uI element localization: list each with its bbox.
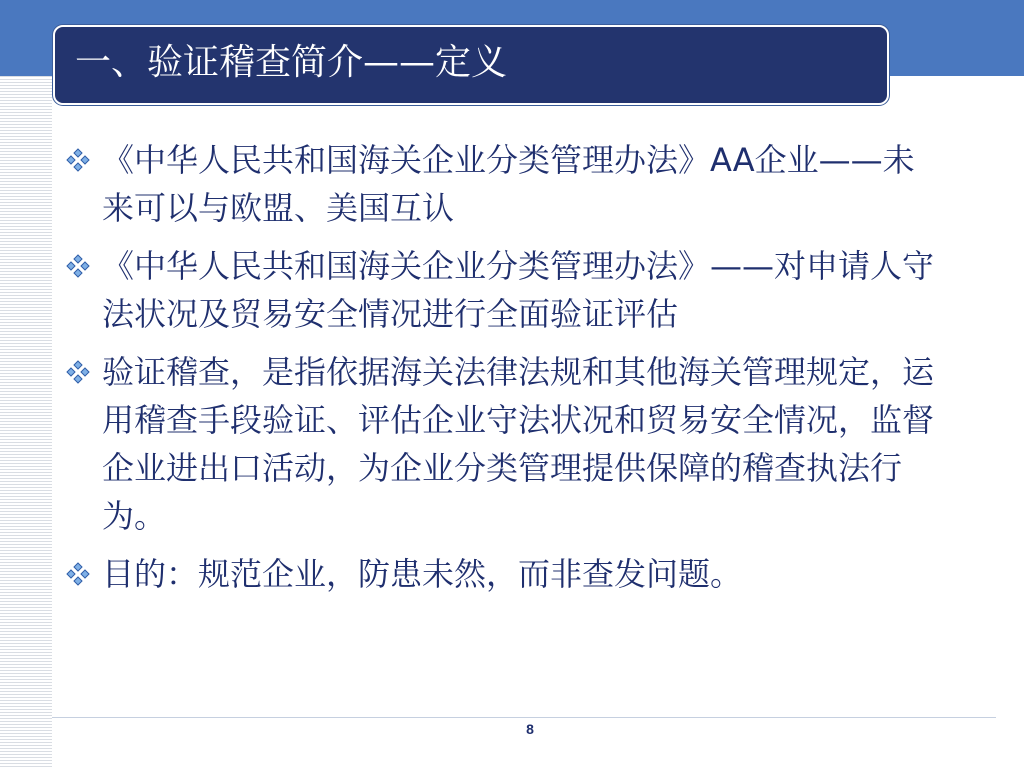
bullet-item xyxy=(66,136,946,232)
page-number: 8 xyxy=(526,721,534,737)
diamond-bullet-icon xyxy=(66,148,90,172)
diamond-bullet-icon xyxy=(66,360,90,384)
bullet-item xyxy=(66,348,946,540)
footer-divider xyxy=(52,717,996,718)
slide-title: 一、验证稽查简介——定义 xyxy=(75,42,508,83)
bullet-list xyxy=(66,136,966,608)
bullet-text: 《中华人民共和国海关企业分类管理办法》——对申请人守法状况及贸易安全情况进行全面验证评估 xyxy=(102,247,935,333)
title-box xyxy=(53,25,889,105)
left-stripe-decoration xyxy=(0,76,52,768)
bullet-item xyxy=(66,242,946,338)
bullet-item xyxy=(66,550,946,598)
diamond-bullet-icon xyxy=(66,562,90,586)
bullet-text: 《中华人民共和国海关企业分类管理办法》AA企业——未来可以与欧盟、美国互认 xyxy=(102,141,915,227)
bullet-text: 目的：规范企业，防患未然，而非查发问题。 xyxy=(102,555,743,593)
diamond-bullet-icon xyxy=(66,254,90,278)
bullet-text: 验证稽查，是指依据海关法律法规和其他海关管理规定，运用稽查手段验证、评估企业守法状况和贸易安全情况，监督企业进出口活动，为企业分类管理提供保障的稽查执法行为。 xyxy=(102,353,935,535)
